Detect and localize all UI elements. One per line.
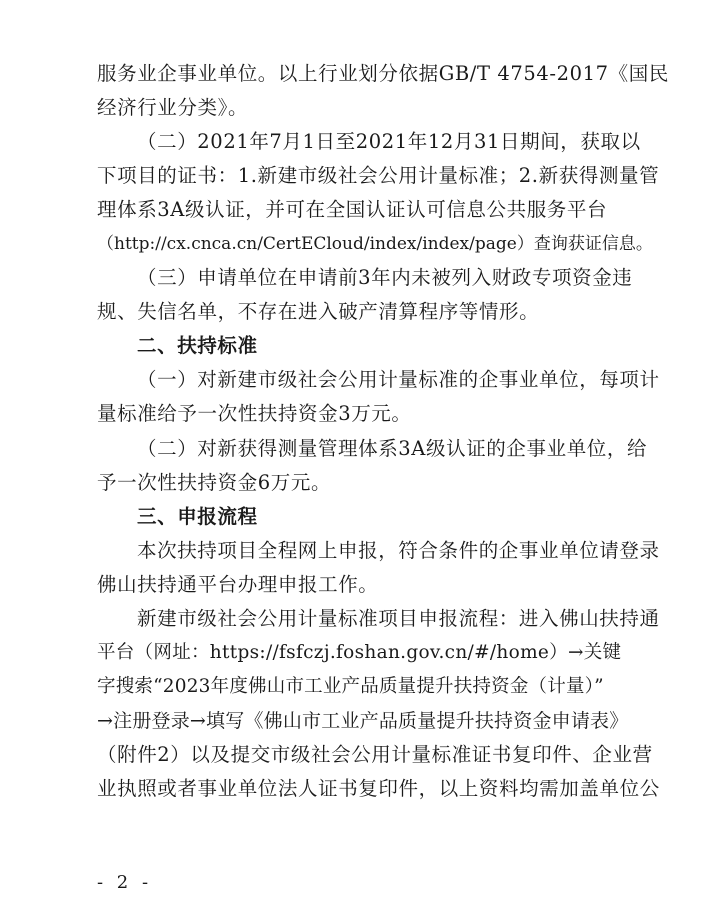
paragraph-line: （三）申请单位在申请前3年内未被列入财政专项资金违 xyxy=(137,266,633,289)
paragraph-line: 理体系3A级认证，并可在全国认证认可信息公共服务平台 xyxy=(97,198,608,221)
paragraph-line: 予一次性扶持资金6万元。 xyxy=(97,471,332,494)
paragraph-line: 量标准给予一次性扶持资金3万元。 xyxy=(97,402,412,425)
paragraph-line: 下项目的证书：1.新建市级社会公用计量标准；2.新获得测量管 xyxy=(97,164,660,187)
paragraph-line: 佛山扶持通平台办理申报工作。 xyxy=(97,573,379,596)
paragraph-line: （一）对新建市级社会公用计量标准的企事业单位，每项计 xyxy=(137,368,660,391)
section-heading-support-standard: 二、扶持标准 xyxy=(137,334,258,357)
paragraph-line: 平台（网址：https://fsfczj.foshan.gov.cn/#/home）→关键 xyxy=(97,642,622,663)
page-number: - 2 - xyxy=(97,872,153,893)
paragraph-line: →注册登录→填写《佛山市工业产品质量提升扶持资金申请表》 xyxy=(97,710,629,732)
paragraph-line: （二）对新获得测量管理体系3A级认证的企事业单位，给 xyxy=(137,437,648,460)
paragraph-line: 新建市级社会公用计量标准项目申报流程：进入佛山扶持通 xyxy=(137,607,660,630)
paragraph-line-url: （http://cx.cnca.cn/CertECloud/index/index/page）查询获证信息。 xyxy=(97,234,653,254)
paragraph-line: 服务业企事业单位。以上行业划分依据GB/T 4754-2017《国民 xyxy=(97,62,669,85)
paragraph-line: 经济行业分类》。 xyxy=(97,96,249,119)
paragraph-line: （二）2021年7月1日至2021年12月31日期间，获取以 xyxy=(137,130,641,153)
paragraph-line: （附件2）以及提交市级社会公用计量标准证书复印件、企业营 xyxy=(97,743,653,766)
paragraph-line: 规、失信名单，不存在进入破产清算程序等情形。 xyxy=(97,300,540,323)
paragraph-line: 本次扶持项目全程网上申报，符合条件的企事业单位请登录 xyxy=(137,539,660,562)
paragraph-line: 业执照或者事业单位法人证书复印件，以上资料均需加盖单位公 xyxy=(97,777,660,800)
paragraph-line: 字搜索“2023年度佛山市工业产品质量提升扶持资金（计量）” xyxy=(97,676,604,697)
section-heading-application-process: 三、申报流程 xyxy=(137,505,258,528)
